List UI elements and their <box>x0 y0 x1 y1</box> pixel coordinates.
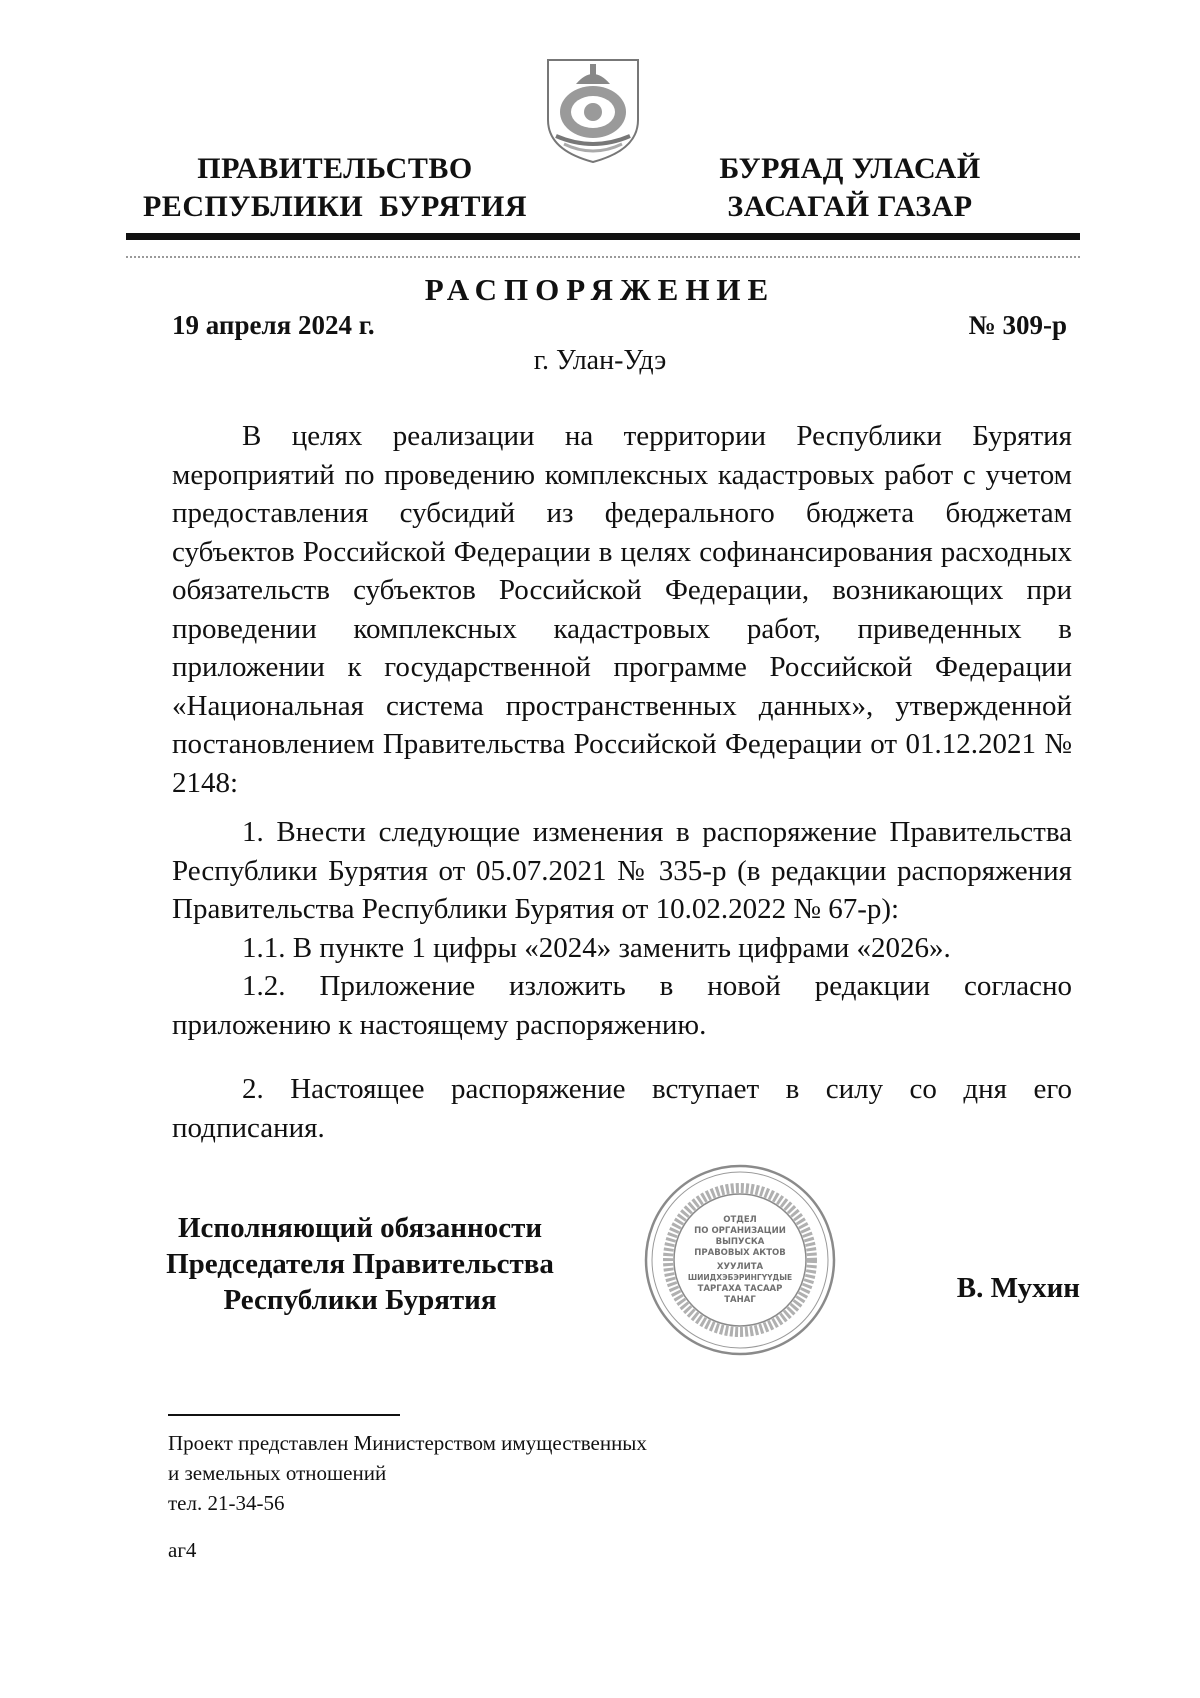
item-1-2: 1.2. Приложение изложить в новой редакции согласно приложению к настоящему распоряжению. <box>172 970 1072 1041</box>
item-1: 1. Внести следующие изменения в распоряжение Правительства Республики Бурятия от 05.07.2021 № 335-р (в редакции распоряжения Правительства Республики Бурятия от 10.02.2022 № 67-р): <box>172 816 1072 925</box>
document-title: РАСПОРЯЖЕНИЕ <box>424 272 776 307</box>
signatory-title-line3: Республики Бурятия <box>223 1284 497 1316</box>
signatory-title-line1: Исполняющий обязанности <box>177 1212 543 1244</box>
signatory-title-line2: Председателя Правительства <box>166 1248 554 1280</box>
seal-line-7: ТАРГАХА ТАСААР <box>697 1284 783 1294</box>
signatory-name: В. Мухин <box>956 1272 1080 1304</box>
seal-line-2: ПО ОРГАНИЗАЦИИ <box>694 1226 786 1236</box>
header-right-line1: БУРЯАД УЛАСАЙ <box>719 152 981 185</box>
seal-line-5: ХУУЛИТА <box>716 1262 764 1272</box>
header-left <box>140 150 530 226</box>
body-item-2 <box>172 1070 1072 1147</box>
footnote <box>168 1428 647 1518</box>
coat-of-arms-icon <box>542 54 644 166</box>
header-left-line2: РЕСПУБЛИКИ БУРЯТИЯ <box>142 190 528 223</box>
seal-line-3: ВЫПУСКА <box>715 1237 765 1247</box>
seal-line-1: ОТДЕЛ <box>723 1215 757 1225</box>
seal-line-6: ШИИДХЭБЭРИНГҮҮДЫЕ <box>687 1273 793 1282</box>
document-code: аг4 <box>168 1538 197 1562</box>
body-items <box>172 813 1072 1044</box>
item-2: 2. Настоящее распоряжение вступает в силу со дня его подписания. <box>172 1073 1072 1144</box>
header-left-line1: ПРАВИТЕЛЬСТВО <box>197 152 473 185</box>
header-divider-dotted <box>126 256 1080 258</box>
footnote-line3: тел. 21-34-56 <box>168 1491 285 1515</box>
document-date: 19 апреля 2024 г. <box>172 310 375 340</box>
footnote-divider <box>168 1414 400 1416</box>
document-city: г. Улан-Удэ <box>533 345 667 376</box>
document-number: № 309-р <box>968 310 1067 340</box>
seal-line-8: ТАНАГ <box>724 1295 756 1305</box>
header-divider-thick <box>126 233 1080 240</box>
signatory-title <box>160 1210 560 1318</box>
header-right-line2: ЗАСАГАЙ ГАЗАР <box>727 190 973 223</box>
preamble-paragraph: В целях реализации на территории Республики Бурятия мероприятий по проведению комплексных кадастровых работ с учетом предоставления субсидий из федерального бюджета бюджетам субъектов Российской Федерации в целях софинансирования расходных обязательств субъектов Российской Федерации, возникающих при проведении комплексных кадастровых работ, приведенных в приложении к государственной программе Российской Федерации «Национальная система пространственных данных», утвержденной постановлением Правительства Российской Федерации от 01.12.2021 № 2148: <box>172 420 1072 799</box>
header-right <box>680 150 1020 226</box>
footnote-line2: и земельных отношений <box>168 1461 387 1485</box>
footnote-line1: Проект представлен Министерством имущественных <box>168 1431 647 1455</box>
body-preamble <box>172 417 1072 802</box>
official-seal-icon <box>640 1160 840 1360</box>
item-1-1: 1.1. В пункте 1 цифры «2024» заменить цифрами «2026». <box>242 931 951 964</box>
seal-line-4: ПРАВОВЫХ АКТОВ <box>694 1248 786 1258</box>
